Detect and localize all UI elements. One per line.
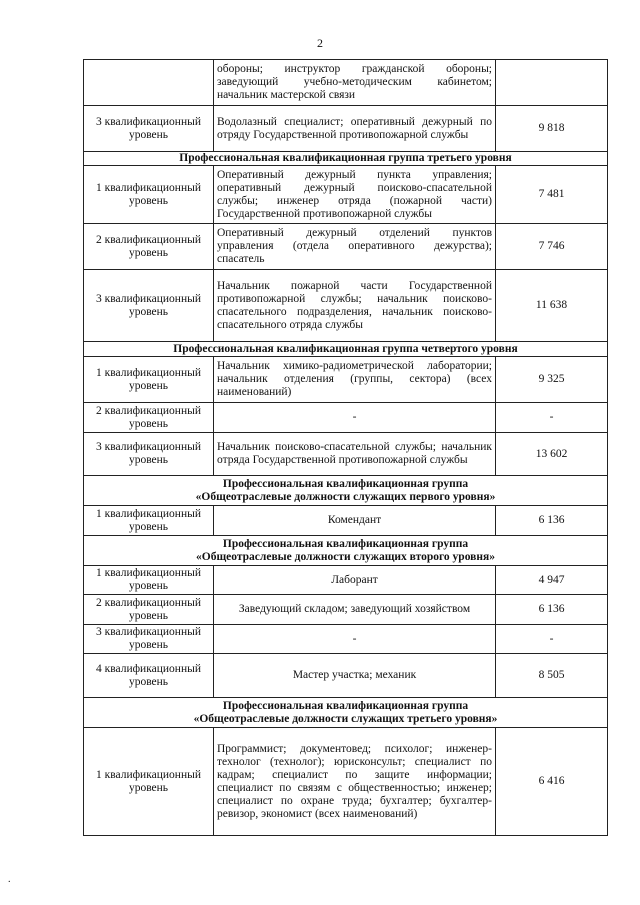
position-description: Водолазный специалист; оперативный дежурный по отряду Государственной противопожарной службы bbox=[214, 106, 496, 152]
salary-value: 7 481 bbox=[496, 166, 608, 224]
salary-value: 6 416 bbox=[496, 728, 608, 836]
salary-value: - bbox=[496, 625, 608, 654]
group-header-row bbox=[84, 536, 608, 566]
table-row bbox=[84, 357, 608, 403]
table-row bbox=[84, 566, 608, 595]
group-title bbox=[84, 152, 608, 166]
salary-value: 6 136 bbox=[496, 506, 608, 536]
position-description: Начальник пожарной части Государственной противопожарной службы; начальник поисково-спасательного подразделения, начальник поисково-спасательного отряда службы bbox=[214, 270, 496, 342]
salary-value: 7 746 bbox=[496, 224, 608, 270]
group-title bbox=[84, 536, 608, 566]
qualification-level: 1 квалификационный уровень bbox=[84, 506, 214, 536]
qualification-level: 1 квалификационный уровень bbox=[84, 166, 214, 224]
stray-mark: . bbox=[8, 874, 11, 885]
table-row bbox=[84, 625, 608, 654]
table-row bbox=[84, 403, 608, 433]
qualification-level: 4 квалификационный уровень bbox=[84, 654, 214, 698]
qualification-level: 3 квалификационный уровень bbox=[84, 625, 214, 654]
table-row bbox=[84, 728, 608, 836]
group-header-row bbox=[84, 698, 608, 728]
table-row bbox=[84, 106, 608, 152]
table-row bbox=[84, 166, 608, 224]
group-title-line: «Общеотраслевые должности служащих третьего уровня» bbox=[193, 712, 498, 725]
group-header-row bbox=[84, 152, 608, 166]
group-header-row bbox=[84, 342, 608, 357]
position-description: Оперативный дежурный пункта управления; оперативный дежурный поисково-спасательной службы; инженер отряда (пожарной части) Государственной противопожарной службы bbox=[214, 166, 496, 224]
position-description: - bbox=[214, 403, 496, 433]
salary-value bbox=[496, 60, 608, 106]
position-description: Лаборант bbox=[214, 566, 496, 595]
qualification-level bbox=[84, 60, 214, 106]
position-description: обороны; инструктор гражданской обороны; заведующий учебно-методическим кабинетом; начальник мастерской связи bbox=[214, 60, 496, 106]
table-row bbox=[84, 506, 608, 536]
qualification-level: 2 квалификационный уровень bbox=[84, 595, 214, 625]
qualification-level: 1 квалификационный уровень bbox=[84, 566, 214, 595]
group-header-row bbox=[84, 476, 608, 506]
qualification-level: 3 квалификационный уровень bbox=[84, 433, 214, 476]
table-row bbox=[84, 60, 608, 106]
qualification-level: 3 квалификационный уровень bbox=[84, 106, 214, 152]
group-title-line: Профессиональная квалификационная группа четвертого уровня bbox=[173, 342, 518, 355]
table-row bbox=[84, 433, 608, 476]
group-title-line: «Общеотраслевые должности служащих второго уровня» bbox=[196, 550, 495, 563]
position-description: Начальник поисково-спасательной службы; начальник отряда Государственной противопожарной службы bbox=[214, 433, 496, 476]
qualification-level: 2 квалификационный уровень bbox=[84, 224, 214, 270]
table-row bbox=[84, 270, 608, 342]
salary-value: 6 136 bbox=[496, 595, 608, 625]
group-title-line: Профессиональная квалификационная группа третьего уровня bbox=[179, 152, 512, 164]
group-title-line: Профессиональная квалификационная группа bbox=[222, 477, 469, 490]
salary-value: 8 505 bbox=[496, 654, 608, 698]
group-title-line: Профессиональная квалификационная группа bbox=[222, 537, 469, 550]
qualification-level: 1 квалификационный уровень bbox=[84, 728, 214, 836]
salary-value: - bbox=[496, 403, 608, 433]
qualification-level: 2 квалификационный уровень bbox=[84, 403, 214, 433]
group-title-line: «Общеотраслевые должности служащих первого уровня» bbox=[195, 490, 496, 503]
position-description: Мастер участка; механик bbox=[214, 654, 496, 698]
position-description: Комендант bbox=[214, 506, 496, 536]
salary-value: 13 602 bbox=[496, 433, 608, 476]
position-description: Оперативный дежурный отделений пунктов управления (отдела оперативного дежурства); спасатель bbox=[214, 224, 496, 270]
group-title bbox=[84, 342, 608, 357]
group-title-line: Профессиональная квалификационная группа bbox=[222, 699, 469, 712]
table-row bbox=[84, 595, 608, 625]
qualification-level: 3 квалификационный уровень bbox=[84, 270, 214, 342]
group-title bbox=[84, 698, 608, 728]
salary-value: 9 325 bbox=[496, 357, 608, 403]
position-description: Заведующий складом; заведующий хозяйством bbox=[214, 595, 496, 625]
salary-value: 11 638 bbox=[496, 270, 608, 342]
position-description: Начальник химико-радиометрической лаборатории; начальник отделения (группы, сектора) (всех наименований) bbox=[214, 357, 496, 403]
group-title bbox=[84, 476, 608, 506]
qualification-level: 1 квалификационный уровень bbox=[84, 357, 214, 403]
page-number: 2 bbox=[317, 36, 323, 50]
table-row bbox=[84, 654, 608, 698]
position-description: - bbox=[214, 625, 496, 654]
table-row bbox=[84, 224, 608, 270]
salary-value: 9 818 bbox=[496, 106, 608, 152]
position-description: Программист; документовед; психолог; инженер-технолог (технолог); юрисконсульт; специалист по кадрам; специалист по защите информации; специалист по связям с общественностью; инженер; специалист по охране труда; бухгалтер; бухгалтер-ревизор, экономист (всех наименований) bbox=[214, 728, 496, 836]
qualification-table bbox=[83, 59, 608, 836]
salary-value: 4 947 bbox=[496, 566, 608, 595]
